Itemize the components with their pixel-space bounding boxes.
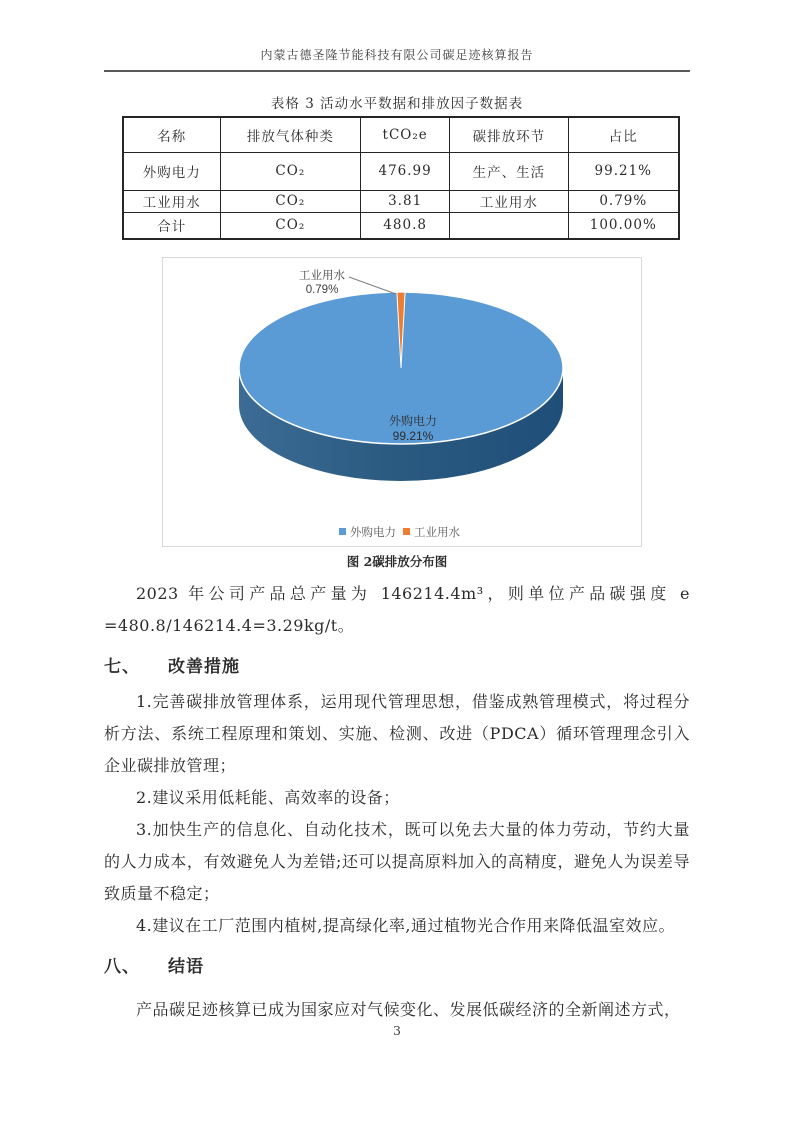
document-body [104, 578, 690, 1026]
section-number: 八、 [104, 957, 140, 977]
callout-value: 0.79% [305, 284, 339, 296]
col-header-name: 名称 [123, 117, 220, 152]
table-row [123, 152, 679, 190]
measure-paragraph-4: 4.建议在工厂范围内植树,提高绿化率,通过植物光合作用来降低温室效应。 [136, 916, 675, 935]
col-header-share: 占比 [568, 117, 679, 152]
conclusion-paragraph: 产品碳足迹核算已成为国家应对气候变化、发展低碳经济的全新阐述方式， [136, 1000, 681, 1019]
col-header-gas-type: 排放气体种类 [220, 117, 361, 152]
emission-data-table [122, 116, 680, 240]
cell-share: 0.79% [568, 190, 679, 212]
cell-name: 工业用水 [123, 190, 220, 212]
section-heading-8 [104, 952, 690, 982]
intensity-line2: =480.8/146214.4=3.29kg/t。 [104, 616, 355, 635]
cell-name: 合计 [123, 212, 220, 239]
section-heading-7 [104, 652, 690, 682]
callout-label: 工业用水 [299, 270, 345, 282]
inner-slice-label: 外购电力 [388, 414, 438, 428]
inner-slice-value: 99.21% [392, 429, 434, 443]
table-row [123, 190, 679, 212]
measure-paragraph-3: 3.加快生产的信息化、自动化技术，既可以免去大量的体力劳动，节约大量的人力成本，有效避免人为差错;还可以提高原料加入的高精度，避免人为误差导致质量不稳定； [104, 820, 690, 903]
figure-caption: 图 2碳排放分布图 [346, 554, 448, 569]
section-title: 结语 [168, 957, 204, 977]
table-header-row [123, 117, 679, 152]
legend-swatch-electricity [339, 528, 346, 535]
page-number: 3 [393, 1023, 401, 1038]
pie-chart-figure [162, 257, 642, 547]
cell-gas: CO₂ [220, 212, 361, 239]
page-header-title: 内蒙古德圣隆节能科技有限公司碳足迹核算报告 [104, 46, 690, 72]
table-row [123, 212, 679, 239]
cell-tco2e: 476.99 [361, 152, 450, 190]
cell-share: 99.21% [568, 152, 679, 190]
pie-chart-canvas [163, 258, 641, 546]
cell-stage: 工业用水 [450, 190, 568, 212]
cell-stage: 生产、生活 [450, 152, 568, 190]
legend-label-water: 工业用水 [414, 527, 460, 539]
legend-label-electricity: 外购电力 [350, 527, 396, 539]
intensity-paragraph [104, 578, 690, 642]
intensity-line1: 2023 年公司产品总产量为 146214.4m³，则单位产品碳强度 e [136, 584, 690, 603]
section-number: 七、 [104, 657, 140, 677]
measure-paragraph-1: 1.完善碳排放管理体系，运用现代管理思想，借鉴成熟管理模式，将过程分析方法、系统工程原理和策划、实施、检测、改进（PDCA）循环管理理念引入企业碳排放管理； [104, 692, 690, 775]
measure-paragraph-2: 2.建议采用低耗能、高效率的设备； [136, 788, 400, 807]
cell-gas: CO₂ [220, 152, 361, 190]
cell-tco2e: 3.81 [361, 190, 450, 212]
col-header-tco2e: tCO₂e [361, 117, 450, 152]
callout-leader-line [349, 277, 396, 294]
cell-gas: CO₂ [220, 190, 361, 212]
cell-share: 100.00% [568, 212, 679, 239]
legend-swatch-water [403, 528, 410, 535]
section-title: 改善措施 [168, 657, 240, 677]
cell-stage [450, 212, 568, 239]
col-header-stage: 碳排放环节 [450, 117, 568, 152]
table-caption: 表格 3 活动水平数据和排放因子数据表 [270, 96, 524, 112]
cell-tco2e: 480.8 [361, 212, 450, 239]
cell-name: 外购电力 [123, 152, 220, 190]
